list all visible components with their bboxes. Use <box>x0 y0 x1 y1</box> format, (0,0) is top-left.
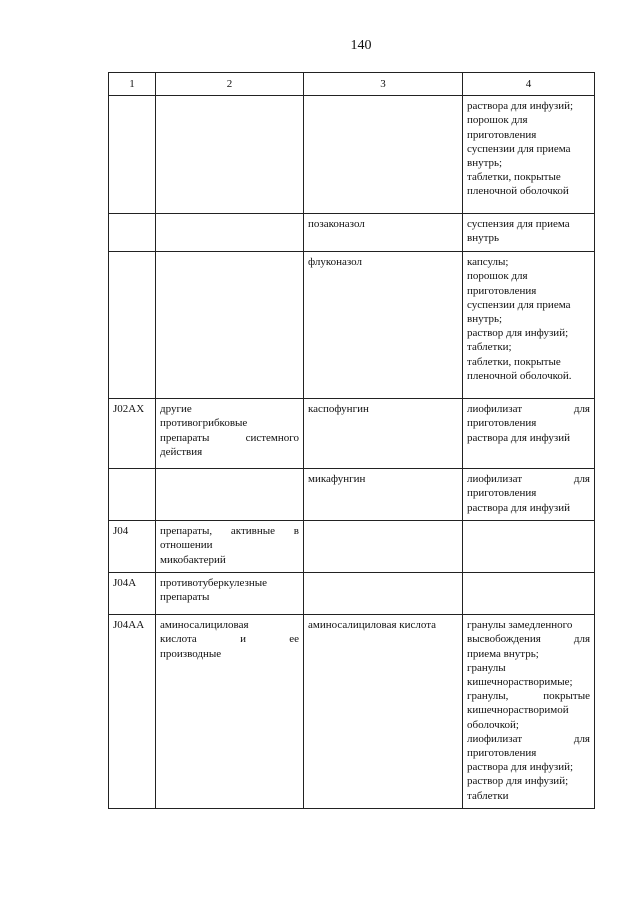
dosage-form-line: приготовления <box>467 747 537 760</box>
table-row <box>109 214 595 252</box>
drug-name-cell: микафунгин <box>304 469 463 521</box>
drug-name-cell: аминосалициловая кислота <box>304 615 463 809</box>
table-body <box>109 96 595 809</box>
dosage-forms-cell <box>463 252 595 399</box>
dosage-form-line: приготовления <box>467 128 537 141</box>
dosage-form-line: приготовления <box>467 284 537 297</box>
dosage-form-line: пленочной оболочкой <box>467 185 569 198</box>
drug-name-cell: каспофунгин <box>304 399 463 469</box>
dosage-form-line: лиофилизат для <box>467 403 590 416</box>
group-name-cell <box>156 521 304 573</box>
dosage-form-line: порошок для <box>467 114 528 127</box>
group-name-line: кислота и ее <box>160 633 299 646</box>
column-header: 3 <box>304 73 463 96</box>
dosage-form-line: пленочной оболочкой. <box>467 369 572 382</box>
atc-code-cell: J04A <box>109 573 156 615</box>
group-name-cell <box>156 96 304 214</box>
dosage-form-line: лиофилизат для <box>467 732 590 745</box>
group-name-line: отношении <box>160 539 213 552</box>
dosage-form-line: кишечнорастворимые; <box>467 676 573 689</box>
dosage-form-line: лиофилизат для <box>467 473 590 486</box>
table-row <box>109 399 595 469</box>
group-name-line: препараты, активные в <box>160 525 299 538</box>
group-name-line: противотуберкулезные <box>160 577 267 590</box>
dosage-form-line: таблетки, покрытые <box>467 355 561 368</box>
group-name-line: действия <box>160 445 203 458</box>
dosage-form-line: таблетки <box>467 789 509 802</box>
drug-name-cell: позаконазол <box>304 214 463 252</box>
dosage-form-line: приема внутрь; <box>467 647 539 660</box>
table-row <box>109 469 595 521</box>
group-name-cell <box>156 252 304 399</box>
dosage-form-line: гранулы, покрытые <box>467 690 590 703</box>
group-name-cell <box>156 399 304 469</box>
dosage-forms-cell <box>463 469 595 521</box>
atc-code-cell: J02AX <box>109 399 156 469</box>
dosage-forms-cell <box>463 615 595 809</box>
atc-code-cell: J04AA <box>109 615 156 809</box>
table-row <box>109 96 595 214</box>
dosage-form-line: раствора для инфузий; <box>467 100 574 113</box>
group-name-line: препараты системного <box>160 431 299 444</box>
group-name-line: препараты <box>160 591 210 604</box>
group-name-cell <box>156 214 304 252</box>
group-name-line: другие <box>160 403 192 416</box>
atc-code-cell: J04 <box>109 521 156 573</box>
group-name-line: противогрибковые <box>160 417 248 430</box>
dosage-form-line: внутрь; <box>467 313 503 326</box>
column-header: 4 <box>463 73 595 96</box>
dosage-forms-cell <box>463 521 595 573</box>
dosage-form-line: раствора для инфузий <box>467 501 570 514</box>
dosage-form-line: высвобождения для <box>467 633 590 646</box>
dosage-form-line: суспензии для приема <box>467 298 571 311</box>
group-name-line: аминосалициловая <box>160 619 249 632</box>
dosage-form-line: порошок для <box>467 270 528 283</box>
dosage-forms-cell <box>463 573 595 615</box>
group-name-cell <box>156 573 304 615</box>
dosage-forms-cell <box>463 214 595 252</box>
dosage-form-line: оболочкой; <box>467 718 519 731</box>
column-header: 2 <box>156 73 304 96</box>
drug-name-cell <box>304 96 463 214</box>
group-name-line: производные <box>160 647 222 660</box>
dosage-form-line: суспензия для приема <box>467 218 570 231</box>
table-row <box>109 252 595 399</box>
column-header: 1 <box>109 73 156 96</box>
group-name-line: микобактерий <box>160 553 226 566</box>
group-name-cell <box>156 615 304 809</box>
atc-code-cell <box>109 96 156 214</box>
dosage-form-line: гранулы замедленного <box>467 619 573 632</box>
atc-code-cell <box>109 252 156 399</box>
table-row <box>109 573 595 615</box>
dosage-form-line: кишечнорастворимой <box>467 704 569 717</box>
dosage-form-line: раствор для инфузий; <box>467 327 569 340</box>
drug-name-cell: флуконазол <box>304 252 463 399</box>
dosage-forms-cell <box>463 399 595 469</box>
drug-name-cell <box>304 521 463 573</box>
dosage-form-line: гранулы <box>467 661 506 674</box>
drug-table <box>108 72 595 809</box>
dosage-form-line: внутрь <box>467 232 500 245</box>
dosage-form-line: раствора для инфузий <box>467 431 570 444</box>
dosage-form-line: приготовления <box>467 487 537 500</box>
atc-code-cell <box>109 469 156 521</box>
dosage-form-line: внутрь; <box>467 157 503 170</box>
dosage-form-line: таблетки, покрытые <box>467 171 561 184</box>
dosage-form-line: капсулы; <box>467 256 509 269</box>
header-row <box>109 73 595 96</box>
group-name-cell <box>156 469 304 521</box>
page-number: 140 <box>350 38 372 53</box>
dosage-form-line: суспензии для приема <box>467 142 571 155</box>
dosage-form-line: раствора для инфузий; <box>467 761 574 774</box>
dosage-form-line: приготовления <box>467 417 537 430</box>
dosage-form-line: таблетки; <box>467 341 512 354</box>
table-row <box>109 521 595 573</box>
table-row <box>109 615 595 809</box>
atc-code-cell <box>109 214 156 252</box>
dosage-form-line: раствор для инфузий; <box>467 775 569 788</box>
dosage-forms-cell <box>463 96 595 214</box>
drug-name-cell <box>304 573 463 615</box>
